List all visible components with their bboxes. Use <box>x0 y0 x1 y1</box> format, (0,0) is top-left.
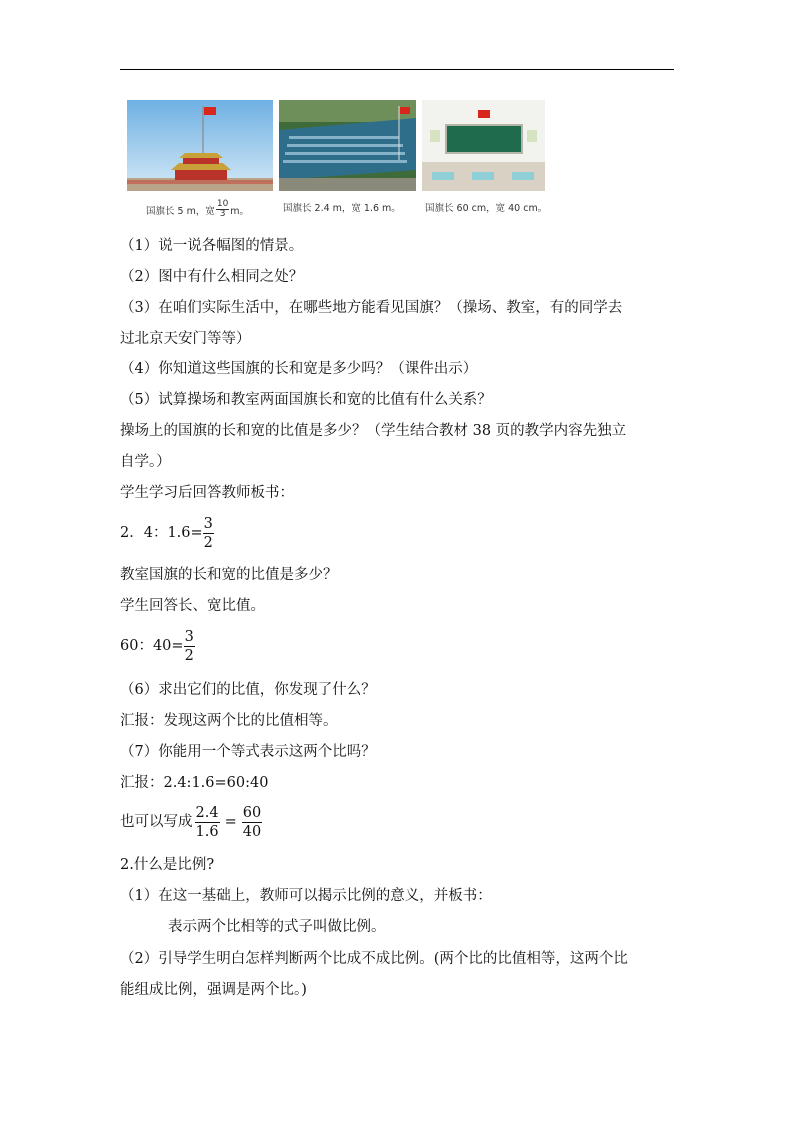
fraction-2-4-over-1-6 <box>195 806 220 839</box>
question-5: （5）试算操场和教室两面国旗长和宽的比值有什么关系？ <box>120 392 492 408</box>
tiananmen-flag-photo <box>127 100 273 191</box>
caption-fraction <box>216 200 229 219</box>
report-1: 汇报：发现这两个比的比值相等。 <box>120 713 338 729</box>
caption-playground-text: 国旗长 2.4 m，宽 1.6 m。 <box>283 203 401 214</box>
fraction-3-2-second <box>184 630 195 663</box>
equation-proportion <box>120 806 262 839</box>
fraction-3-2 <box>203 517 214 550</box>
caption-fraction-denominator: 3 <box>219 209 226 219</box>
paragraph-playground-line-2: 自学。） <box>120 454 171 470</box>
caption-tiananmen-text: 国旗长 5 m，宽 <box>146 205 215 217</box>
playground-flag-photo <box>279 100 416 191</box>
section-heading-proportion: 2.什么是比例? <box>120 857 215 873</box>
caption-tiananmen <box>146 200 249 219</box>
question-3-line-1: （3）在咱们实际生活中，在哪些地方能看见国旗？（操场、教室，有的同学去 <box>120 300 623 316</box>
equation-playground-lhs: 2．4：1.6= <box>120 525 203 542</box>
fraction-numerator: 3 <box>203 516 213 532</box>
question-2: （2）图中有什么相同之处？ <box>120 269 304 285</box>
header-rule <box>120 69 674 70</box>
question-3-line-2: 过北京天安门等等） <box>120 331 251 347</box>
question-1: （1）说一说各幅图的情景。 <box>120 238 304 254</box>
caption-classroom <box>425 200 547 214</box>
question-7: （7）你能用一个等式表示这两个比吗？ <box>120 744 376 760</box>
fraction-denominator: 1.6 <box>195 823 219 840</box>
paragraph-playground-line-1: 操场上的国旗的长和宽的比值是多少？（学生结合教材 38 页的教学内容先独立 <box>120 423 627 439</box>
question-6: （6）求出它们的比值，你发现了什么？ <box>120 682 376 698</box>
classroom-flag-photo <box>422 100 545 191</box>
fraction-numerator: 2.4 <box>195 805 219 821</box>
caption-tiananmen-unit: m。 <box>230 205 250 217</box>
caption-classroom-text: 国旗长 60 cm，宽 40 cm。 <box>425 203 548 214</box>
step-2-line-2: 能组成比例，强调是两个比。) <box>120 982 307 998</box>
proportion-definition: 表示两个比相等的式子叫做比例。 <box>168 919 386 935</box>
step-1: （1）在这一基础上，教师可以揭示比例的意义，并板书： <box>120 888 492 904</box>
equation-classroom <box>120 630 195 663</box>
equation-proportion-prefix: 也可以写成 <box>120 814 193 831</box>
paragraph-board: 学生学习后回答教师板书： <box>120 485 294 501</box>
fraction-denominator: 40 <box>242 823 262 840</box>
caption-playground <box>283 200 401 214</box>
equation-playground <box>120 517 214 550</box>
step-2-line-1: （2）引导学生明白怎样判断两个比成不成比例。(两个比的比值相等，这两个比 <box>120 951 628 967</box>
equation-classroom-lhs: 60：40= <box>120 638 184 655</box>
fraction-numerator: 60 <box>242 805 262 821</box>
paragraph-classroom: 教室国旗的长和宽的比值是多少？ <box>120 567 338 583</box>
fraction-denominator: 2 <box>203 534 213 551</box>
fraction-60-over-40 <box>242 806 262 839</box>
question-4: （4）你知道这些国旗的长和宽是多少吗？（课件出示） <box>120 361 478 377</box>
paragraph-answer: 学生回答长、宽比值。 <box>120 598 265 614</box>
fraction-numerator: 3 <box>184 629 194 645</box>
report-2: 汇报：2.4:1.6=60:40 <box>120 775 269 791</box>
fraction-denominator: 2 <box>184 647 194 664</box>
equals-sign: = <box>224 814 237 831</box>
caption-fraction-numerator: 10 <box>216 199 229 209</box>
